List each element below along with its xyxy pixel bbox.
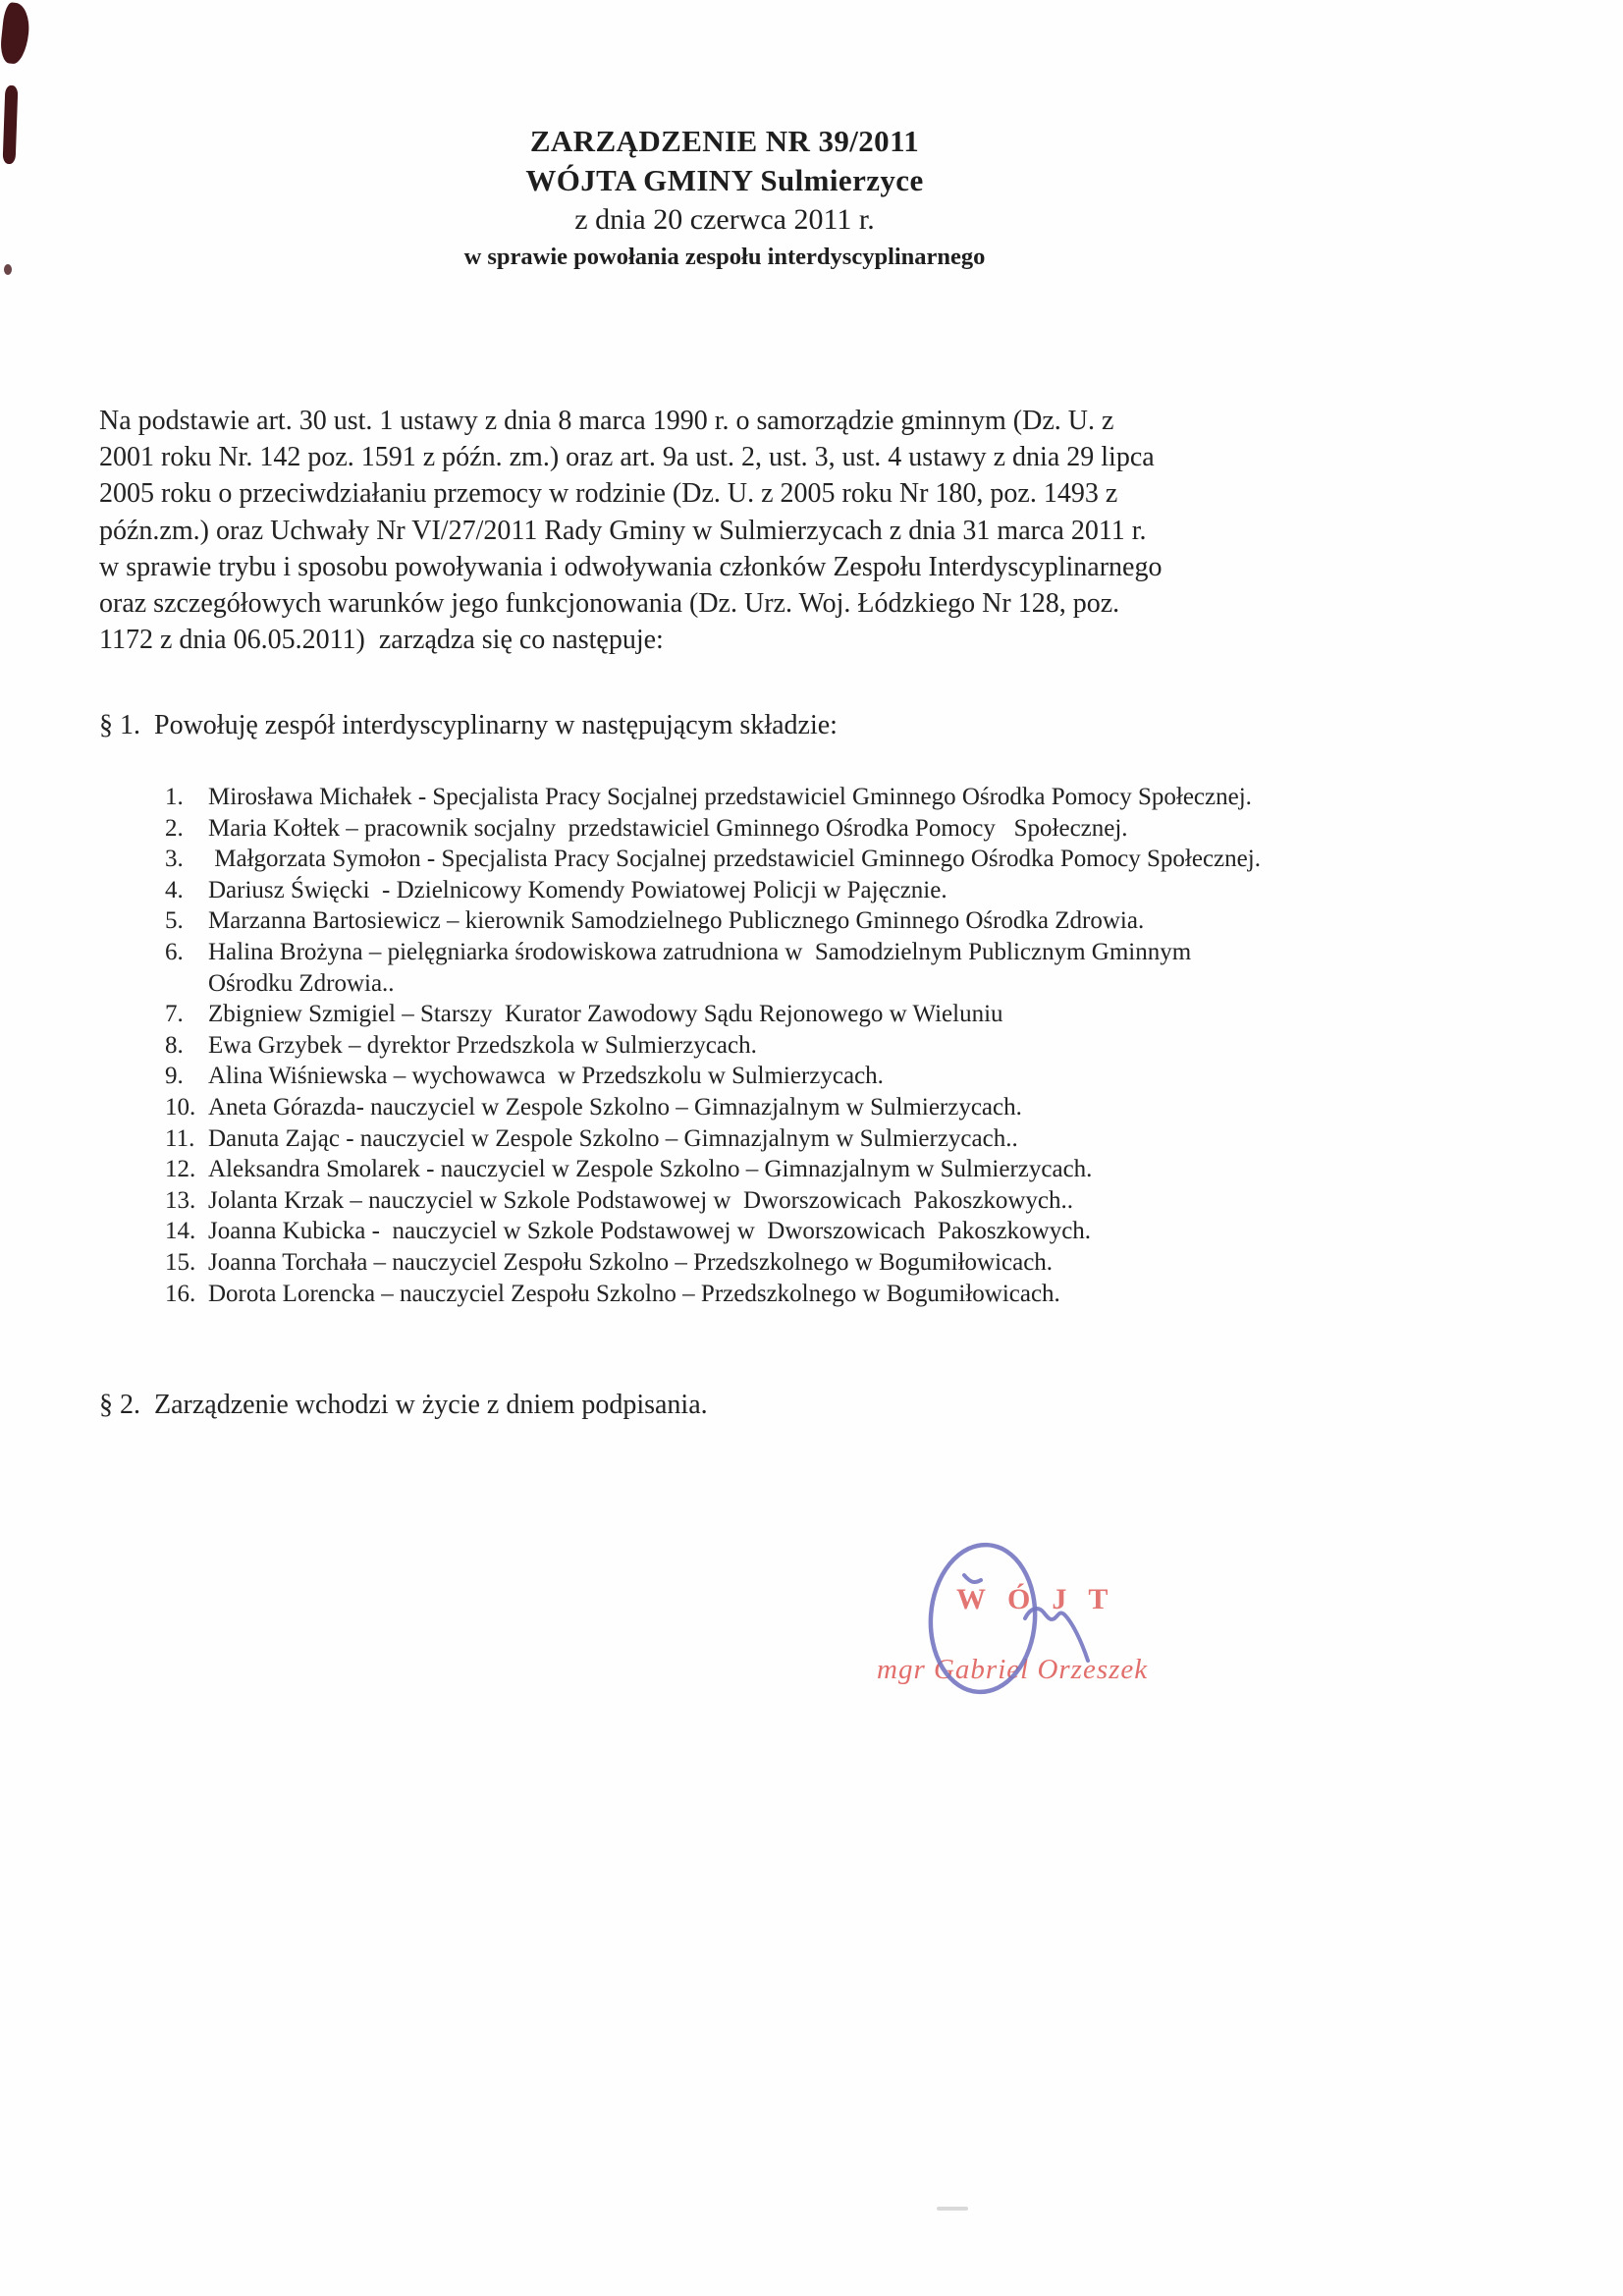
member-number: 14.	[165, 1218, 196, 1245]
paragraph-line: 2005 roku o przeciwdziałaniu przemocy w rodzinie (Dz. U. z 2005 roku Nr 180, poz. 1493 z	[99, 478, 1118, 510]
member-row	[165, 782, 1540, 813]
member-text: Joanna Torchała – nauczyciel Zespołu Szkolno – Przedszkolnego w Bogumiłowicach.	[208, 1248, 1054, 1276]
member-row	[165, 937, 1540, 968]
member-number: 3.	[165, 846, 184, 873]
paragraph-line: w sprawie trybu i sposobu powoływania i odwoływania członków Zespołu Interdyscyplinarnego	[99, 551, 1163, 582]
member-text: Aneta Górazda- nauczyciel w Zespole Szkolno – Gimnazjalnym w Sulmierzycach.	[208, 1093, 1022, 1121]
member-row	[165, 1216, 1540, 1247]
member-text: Maria Kołtek – pracownik socjalny przedstawiciel Gminnego Ośrodka Pomocy Społecznej.	[208, 814, 1128, 842]
paragraph-line: Na podstawie art. 30 ust. 1 ustawy z dnia 8 marca 1990 r. o samorządzie gminnym (Dz. U. z	[99, 406, 1114, 436]
member-number: 1.	[165, 784, 184, 810]
document-title-line1: ZARZĄDZENIE NR 39/2011	[529, 124, 920, 158]
member-number: 12.	[165, 1156, 196, 1183]
document-date-line: z dnia 20 czerwca 2011 r.	[574, 203, 875, 236]
member-number: 10.	[165, 1093, 196, 1121]
member-row	[165, 1247, 1540, 1279]
section-2-text: § 2. Zarządzenie wchodzi w życie z dniem podpisania.	[99, 1390, 708, 1420]
paragraph-line: 2001 roku Nr. 142 poz. 1591 z późn. zm.) oraz art. 9a ust. 2, ust. 3, ust. 4 ustawy z dnia 29 lipca	[99, 442, 1155, 473]
legal-basis-paragraph	[99, 403, 1474, 658]
member-text: Ewa Grzybek – dyrektor Przedszkola w Sulmierzycach.	[208, 1031, 757, 1059]
member-number: 9.	[165, 1063, 184, 1090]
member-row	[165, 1123, 1540, 1155]
member-number: 13.	[165, 1186, 196, 1214]
mayor-stamp-title: WÓJT	[956, 1583, 1130, 1615]
member-number: 15.	[165, 1248, 196, 1276]
document-title-line2: WÓJTA GMINY Sulmierzyce	[525, 163, 924, 197]
member-text: Jolanta Krzak – nauczyciel w Szkole Podstawowej w Dworszowicach Pakoszkowych..	[208, 1186, 1074, 1214]
member-row	[165, 844, 1540, 875]
member-text: Halina Brożyna – pielęgniarka środowiskowa zatrudniona w Samodzielnym Publicznym Gminnym	[208, 938, 1192, 965]
member-text: Marzanna Bartosiewicz – kierownik Samodzielnego Publicznego Gminnego Ośrodka Zdrowia.	[208, 907, 1145, 935]
member-row	[165, 875, 1540, 906]
member-row	[165, 1030, 1540, 1062]
member-text: Joanna Kubicka - nauczyciel w Szkole Podstawowej w Dworszowicach Pakoszkowych.	[208, 1218, 1092, 1245]
member-row	[165, 999, 1540, 1030]
paragraph-line: oraz szczegółowych warunków jego funkcjonowania (Dz. Urz. Woj. Łódzkiego Nr 128, poz.	[99, 588, 1120, 620]
document-subject-line: w sprawie powołania zespołu interdyscyplinarnego	[463, 244, 986, 270]
paragraph-line: późn.zm.) oraz Uchwały Nr VI/27/2011 Rady Gminy w Sulmierzycach z dnia 31 marca 2011 r.	[99, 515, 1147, 546]
member-number: 2.	[165, 814, 184, 842]
scan-bottom-dash	[937, 2207, 968, 2211]
scan-artifact-mark	[0, 2, 31, 65]
member-row	[165, 1154, 1540, 1185]
member-row	[165, 813, 1540, 845]
member-number: 5.	[165, 907, 184, 935]
mayor-stamp-name: mgr Gabriel Orzeszek	[877, 1654, 1149, 1685]
section-1-heading: § 1. Powołuję zespół interdyscyplinarny w następującym składzie:	[99, 710, 838, 740]
member-text: Dariusz Święcki - Dzielnicowy Komendy Powiatowej Policji w Pajęcznie.	[208, 876, 947, 903]
member-text: Małgorzata Symołon - Specjalista Pracy Socjalnej przedstawiciel Gminnego Ośrodka Pomocy Społecznej.	[208, 846, 1261, 873]
member-text: Alina Wiśniewska – wychowawca w Przedszkolu w Sulmierzycach.	[208, 1063, 884, 1090]
member-row	[165, 1061, 1540, 1092]
member-row	[165, 905, 1540, 937]
member-row	[165, 1185, 1540, 1217]
member-text: Zbigniew Szmigiel – Starszy Kurator Zawodowy Sądu Rejonowego w Wieluniu	[208, 1001, 1003, 1028]
member-number: 8.	[165, 1031, 184, 1059]
document-header	[0, 122, 1449, 275]
member-row	[165, 1279, 1540, 1310]
member-text: Mirosława Michałek - Specjalista Pracy Socjalnej przedstawiciel Gminnego Ośrodka Pomocy Społecznej.	[208, 784, 1252, 810]
signature-ink	[903, 1532, 1129, 1719]
member-number: 4.	[165, 876, 184, 903]
members-list	[165, 782, 1540, 1309]
paragraph-line: 1172 z dnia 06.05.2011) zarządza się co następuje:	[99, 625, 664, 656]
member-text: Aleksandra Smolarek - nauczyciel w Zespole Szkolno – Gimnazjalnym w Sulmierzycach.	[208, 1156, 1093, 1183]
member-text: Dorota Lorencka – nauczyciel Zespołu Szkolno – Przedszkolnego w Bogumiłowicach.	[208, 1280, 1060, 1307]
member-number: 7.	[165, 1001, 184, 1028]
member-text: Danuta Zając - nauczyciel w Zespole Szkolno – Gimnazjalnym w Sulmierzycach..	[208, 1124, 1018, 1152]
member-number: 16.	[165, 1280, 196, 1307]
member-continuation-line: Ośrodku Zdrowia..	[208, 969, 395, 997]
member-number: 11.	[165, 1124, 195, 1152]
member-number: 6.	[165, 938, 184, 965]
member-row	[165, 1092, 1540, 1123]
